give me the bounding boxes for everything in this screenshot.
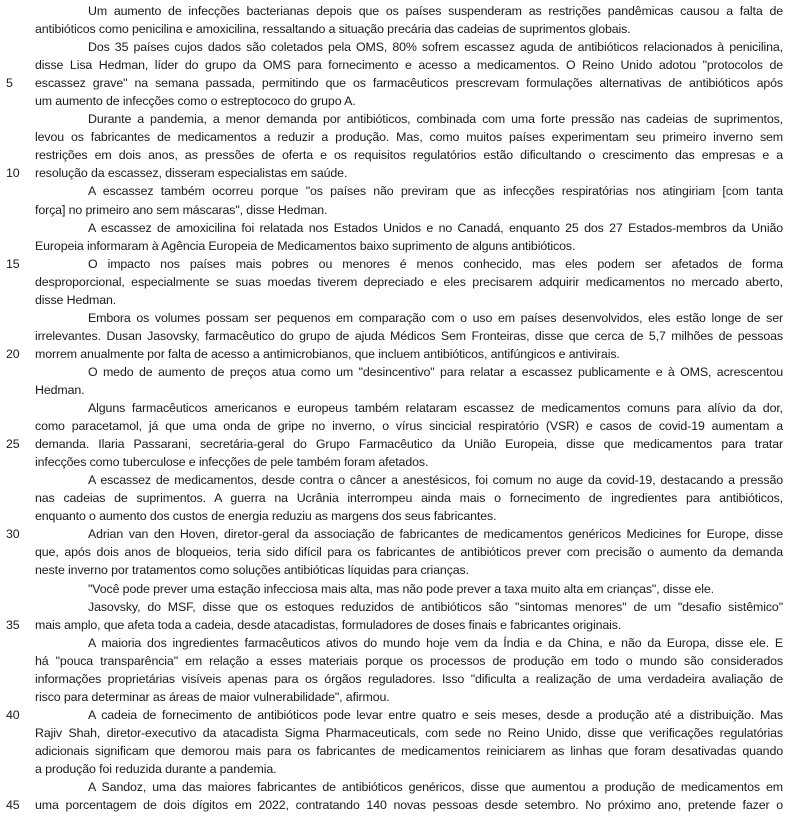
line-text: A cadeia de fornecimento de antibióticos pode levar entre quatro e seis meses, desde a produção até a distribuição. Mas	[88, 707, 783, 722]
line-text: A maioria dos ingredientes farmacêuticos ativos do mundo hoje vem da Índia e da China, e não da Europa, disse ele. E	[88, 635, 783, 650]
line-text: A escassez de medicamentos, desde contra o câncer a anestésicos, foi comum no auge da covid-19, destacando a pressão	[88, 473, 783, 488]
line-text: Dos 35 países cujos dados são coletados pela OMS, 80% sofrem escassez aguda de antibióticos relacionados à penicilina,	[88, 40, 783, 55]
line-text: força] no primeiro ano sem máscaras", disse Hedman.	[35, 202, 328, 217]
line-text: risco para determinar as áreas de maior vulnerabilidade", afirmou.	[35, 689, 390, 704]
text-line	[0, 652, 787, 670]
line-text: infecções como tuberculose e infecções de pele também foram afetados.	[35, 455, 429, 470]
text-line	[0, 219, 787, 237]
text-line	[0, 580, 787, 598]
text-line	[0, 417, 787, 435]
text-line	[0, 363, 787, 381]
text-line	[0, 128, 787, 146]
text-line	[0, 778, 787, 796]
text-line	[0, 381, 787, 399]
line-text: informações proprietárias visíveis apenas para os órgãos reguladores. Isso "dificulta a realização de uma verdadeira avaliação de	[35, 671, 783, 686]
text-line	[0, 38, 787, 56]
line-text: Europeia informaram à Agência Europeia de Medicamentos baixo suprimento de alguns antibióticos.	[35, 238, 576, 253]
line-text: há "pouca transparência" em relação a esses materiais porque os processos de produção em todo o mundo são considerados	[35, 653, 783, 668]
text-line	[0, 327, 787, 345]
text-line	[0, 201, 787, 219]
line-text: um aumento de infecções como o estreptococo do grupo A.	[35, 94, 356, 109]
line-number: 25	[6, 437, 20, 452]
line-text: demanda. Ilaria Passarani, secretária-geral do Grupo Farmacêutico da União Europeia, disse que medicamentos para tratar	[35, 437, 783, 452]
line-text: mais amplo, que afeta toda a cadeia, desde atacadistas, formuladores de doses finais e fabricantes originais.	[35, 617, 622, 632]
line-text: nas cadeias de suprimentos. A guerra na Ucrânia interrompeu ainda mais o fornecimento de ingredientes para antibióticos,	[35, 491, 783, 506]
text-line	[0, 453, 787, 471]
line-text: resolução da escassez, disseram especialistas em saúde.	[35, 166, 348, 181]
text-line	[0, 146, 787, 164]
line-text: restrições em dois anos, as pressões de oferta e os requisitos regulatórios estão dificultando o crescimento das empresas e a	[35, 148, 783, 163]
text-line	[0, 345, 787, 363]
text-line	[0, 164, 787, 182]
line-text: adicionais significam que demorou mais para os fabricantes de medicamentos reiniciarem as linhas que foram desativadas quando	[35, 743, 783, 758]
line-text: uma porcentagem de dois dígitos em 2022, contratando 140 novas pessoas desde setembro. No próximo ano, pretende fazer o	[35, 798, 783, 813]
text-line	[0, 489, 787, 507]
line-text: A escassez também ocorreu porque "os países não previram que as infecções respiratórias nos atingiriam [com tanta	[88, 184, 783, 199]
line-text: Jasovsky, do MSF, disse que os estoques reduzidos de antibióticos são "sintomas menores" de um "desafio sistêmico"	[88, 599, 783, 614]
text-line	[0, 20, 787, 38]
text-line	[0, 2, 787, 20]
line-text: desproporcional, especialmente se suas moedas tiverem depreciado e eles precisarem adquirir medicamentos no mercado aberto,	[35, 274, 783, 289]
line-text: Um aumento de infecções bacterianas depois que os países suspenderam as restrições pandêmicas causou a falta de	[88, 4, 783, 18]
line-text: escassez grave" na semana passada, permitindo que os farmacêuticos prescrevam formulações alternativas de antibióticos após	[35, 76, 783, 91]
text-line	[0, 598, 787, 616]
line-text: O medo de aumento de preços atua como um "desincentivo" para relatar a escassez publicamente e à OMS, acrescentou	[88, 364, 783, 379]
line-text: levou os fabricantes de medicamentos a reduzir a produção. Mas, como muitos países experimentam seu primeiro inverno sem	[35, 130, 783, 145]
text-line	[0, 237, 787, 255]
text-line	[0, 561, 787, 579]
text-line	[0, 724, 787, 742]
lines	[0, 2, 787, 814]
line-text: Embora os volumes possam ser pequenos em comparação com o uso em países desenvolvidos, eles estão longe de ser	[88, 310, 783, 325]
line-number: 30	[6, 527, 20, 542]
line-number: 35	[6, 617, 20, 632]
line-text: enquanto o aumento dos custos de energia reduziu as margens dos seus fabricantes.	[35, 509, 497, 524]
line-text: irrelevantes. Dusan Jasovsky, farmacêutico do grupo de ajuda Médicos Sem Fronteiras, disse que cerca de 5,7 milhões de pessoas	[35, 328, 783, 343]
line-text: Adrian van den Hoven, diretor-geral da associação de fabricantes de medicamentos genéricos Medicines for Europe, disse	[88, 527, 783, 542]
text-line	[0, 670, 787, 688]
line-number: 20	[6, 346, 20, 361]
text-line	[0, 688, 787, 706]
text-line	[0, 56, 787, 74]
text-line	[0, 543, 787, 561]
line-number: 45	[6, 798, 20, 813]
text-line	[0, 291, 787, 309]
line-text: antibióticos como penicilina e amoxicilina, ressaltando a situação precária das cadeias de suprimentos globais.	[35, 22, 631, 37]
text-line	[0, 616, 787, 634]
text-line	[0, 182, 787, 200]
text-line	[0, 706, 787, 724]
line-text: A escassez de amoxicilina foi relatada nos Estados Unidos e no Canadá, enquanto 25 dos 27 Estados-membros da União	[88, 220, 783, 235]
line-text: como paracetamol, já que uma onda de gripe no inverno, o vírus sincicial respiratório (VSR) e casos de covid-19 aumentam a	[35, 419, 783, 434]
line-text: neste inverno por tratamentos como soluções antibióticas líquidas para crianças.	[35, 563, 469, 578]
line-text: que, após dois anos de bloqueios, teria sido difícil para os fabricantes de antibióticos prever com precisão o aumento da demanda	[35, 545, 783, 560]
line-text: a produção foi reduzida durante a pandemia.	[35, 761, 277, 776]
text-line	[0, 399, 787, 417]
text-line	[0, 471, 787, 489]
text-line	[0, 74, 787, 92]
line-number: 5	[6, 76, 13, 91]
line-text: O impacto nos países mais pobres ou menores é menos conhecido, mas eles podem ser afetados de forma	[88, 256, 783, 271]
line-text: Rajiv Shah, diretor-executivo da atacadista Sigma Pharmaceuticals, com sede no Reino Unido, disse que verificações regulatórias	[35, 725, 783, 740]
text-line	[0, 309, 787, 327]
line-text: Hedman.	[35, 382, 85, 397]
line-text: morrem anualmente por falta de acesso a antimicrobianos, que incluem antibióticos, antifúngicos e antivirais.	[35, 346, 620, 361]
line-text: Durante a pandemia, a menor demanda por antibióticos, combinada com uma forte pressão nas cadeias de suprimentos,	[88, 112, 783, 127]
line-number: 40	[6, 707, 20, 722]
text-line	[0, 273, 787, 291]
line-text: disse Lisa Hedman, líder do grupo da OMS para fornecimento e acesso a medicamentos. O Reino Unido adotou "protocolos de	[35, 58, 783, 73]
text-line	[0, 435, 787, 453]
text-line	[0, 255, 787, 273]
line-number: 15	[6, 256, 20, 271]
text-line	[0, 507, 787, 525]
line-number: 10	[6, 166, 20, 181]
text-line	[0, 92, 787, 110]
text-line	[0, 634, 787, 652]
text-line	[0, 796, 787, 814]
line-text: Alguns farmacêuticos americanos e europeus também relataram escassez de medicamentos comuns para alívio da dor,	[88, 401, 783, 416]
text-line	[0, 760, 787, 778]
text-line	[0, 742, 787, 760]
line-text: A Sandoz, uma das maiores fabricantes de antibióticos genéricos, disse que aumentou a produção de medicamentos em	[88, 780, 783, 795]
line-text: disse Hedman.	[35, 292, 117, 307]
text-line	[0, 110, 787, 128]
text-line	[0, 525, 787, 543]
line-text: "Você pode prever uma estação infecciosa mais alta, mas não pode prever a taxa muito alta em crianças", disse ele.	[88, 581, 714, 596]
